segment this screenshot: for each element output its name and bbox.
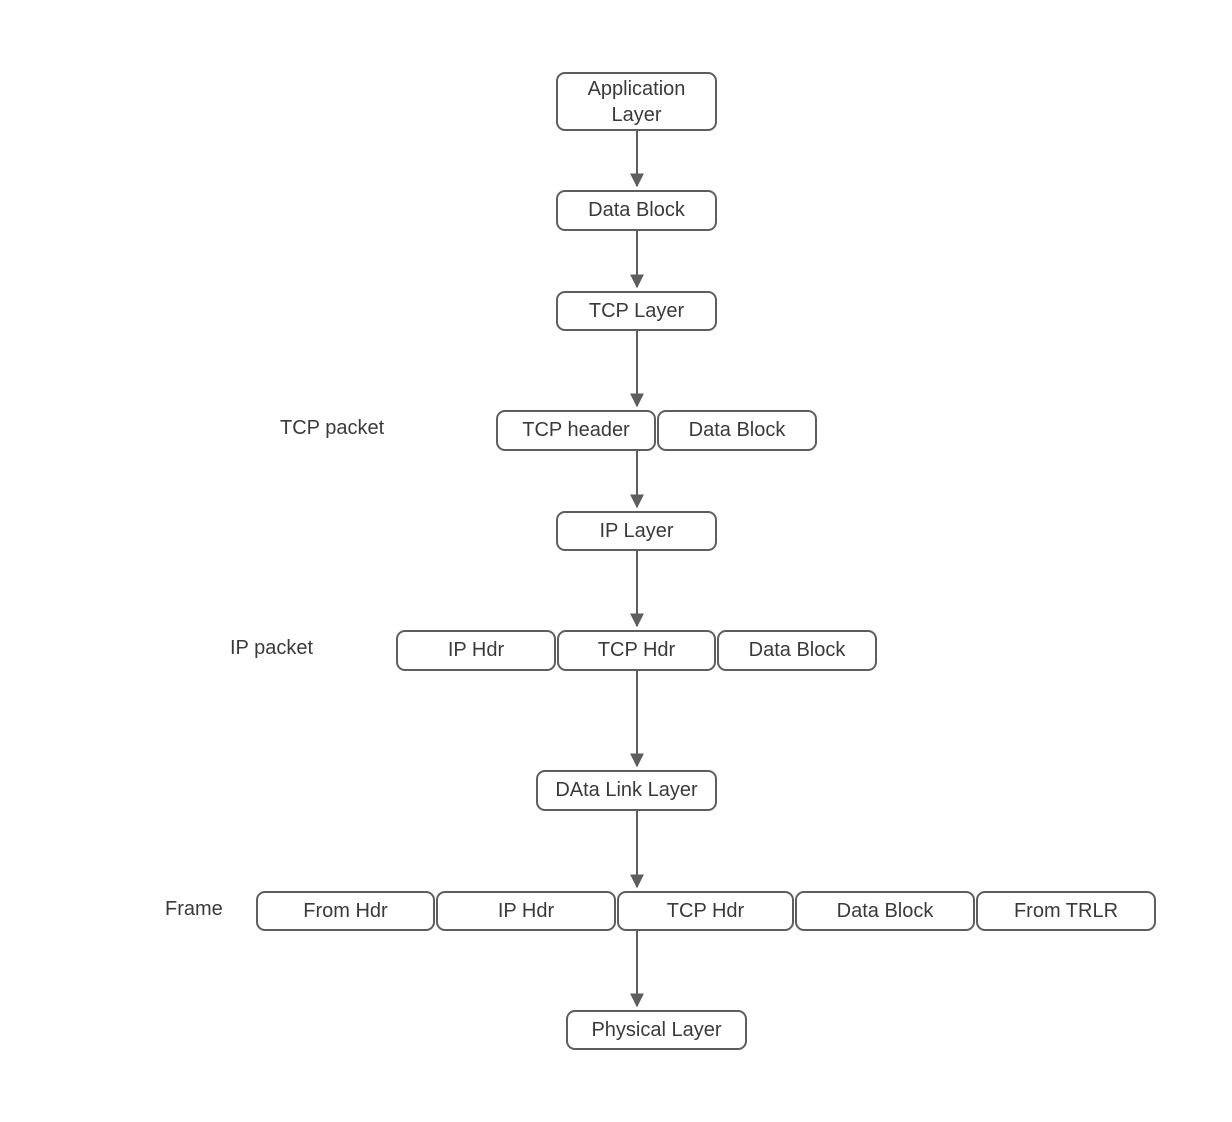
node-tcp-packet-data-block: Data Block bbox=[657, 410, 817, 451]
node-tcp-layer: TCP Layer bbox=[556, 291, 717, 331]
node-data-link-layer: DAta Link Layer bbox=[536, 770, 717, 811]
row-label-tcp-packet: TCP packet bbox=[280, 417, 385, 439]
node-frame-from-trlr: From TRLR bbox=[976, 891, 1156, 931]
node-frame-tcp-hdr: TCP Hdr bbox=[617, 891, 794, 931]
node-application-layer: Application Layer bbox=[556, 72, 717, 131]
node-data-block-top: Data Block bbox=[556, 190, 717, 231]
node-frame-from-hdr: From Hdr bbox=[256, 891, 435, 931]
node-ip-packet-tcp-hdr: TCP Hdr bbox=[557, 630, 716, 671]
row-label-frame: Frame bbox=[165, 898, 223, 920]
node-frame-data-block: Data Block bbox=[795, 891, 975, 931]
node-ip-layer: IP Layer bbox=[556, 511, 717, 551]
node-ip-packet-data-block: Data Block bbox=[717, 630, 877, 671]
node-frame-ip-hdr: IP Hdr bbox=[436, 891, 616, 931]
node-ip-packet-ip-hdr: IP Hdr bbox=[396, 630, 556, 671]
node-physical-layer: Physical Layer bbox=[566, 1010, 747, 1050]
row-label-ip-packet: IP packet bbox=[230, 637, 314, 659]
node-tcp-packet-header: TCP header bbox=[496, 410, 656, 451]
